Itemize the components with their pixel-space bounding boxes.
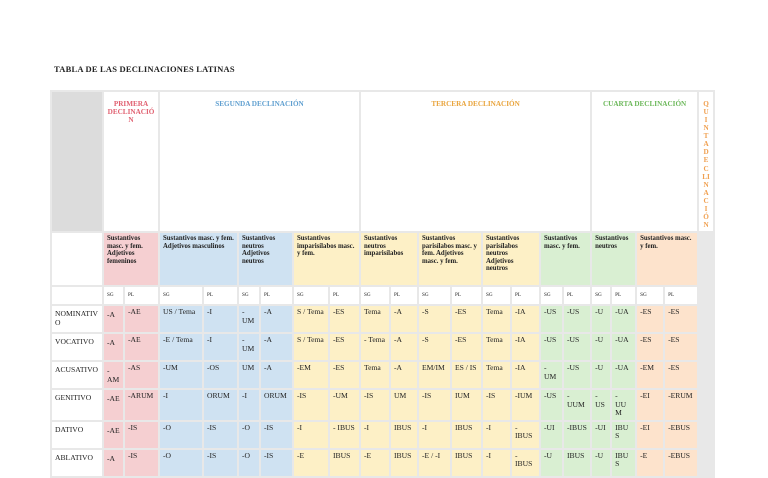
ending-cell: -S (419, 334, 450, 360)
pl-label: PL (125, 287, 158, 304)
group-header: Sustantivos masc. y fem. (541, 233, 590, 285)
ending-cell: -IA (512, 306, 539, 332)
ending-cell: -ES (452, 306, 481, 332)
ending-cell: ES / IS (452, 362, 481, 388)
number-header-row (52, 287, 713, 304)
ending-cell: -E / -I (419, 450, 450, 476)
ending-cell: -US (541, 306, 562, 332)
case-row (52, 450, 713, 476)
ending-cell: -IS (125, 422, 158, 448)
page-title: TABLA DE LAS DECLINACIONES LATINAS (54, 64, 235, 74)
ending-cell: -A (261, 362, 292, 388)
ending-cell: -A (391, 334, 417, 360)
declension-header: CUARTA DECLINACIÓN (592, 92, 697, 231)
ending-cell: IBUS (391, 422, 417, 448)
ending-cell: IBUS (452, 422, 481, 448)
case-label: VOCATIVO (52, 334, 102, 360)
ending-cell: IBUS (612, 422, 635, 448)
group-header: Sustantivos parisílabos masc. y fem. Adjetivos masc. y fem. (419, 233, 481, 285)
ending-cell: - IBUS (330, 422, 359, 448)
ending-cell: -U (592, 362, 610, 388)
ending-cell: -O (160, 450, 202, 476)
sg-label: SG (239, 287, 259, 304)
ending-cell: -AE (104, 422, 123, 448)
ending-cell: -U (592, 306, 610, 332)
ending-cell: Tema (483, 362, 510, 388)
ending-cell: -I (419, 422, 450, 448)
ending-cell: -ES (665, 334, 697, 360)
ending-cell: -ES (330, 334, 359, 360)
ending-cell: -ARUM (125, 390, 158, 420)
ending-cell: -A (261, 306, 292, 332)
ending-cell: -UM (160, 362, 202, 388)
case-row (52, 390, 713, 420)
ending-cell: -UM (330, 390, 359, 420)
sg-label: SG (483, 287, 510, 304)
group-header: Sustantivos neutros Adjetivos neutros (239, 233, 292, 285)
ending-cell: -IS (204, 422, 237, 448)
pl-label: PL (665, 287, 697, 304)
ending-cell: -I (160, 390, 202, 420)
case-row (52, 306, 713, 332)
ending-cell: -ES (330, 306, 359, 332)
case-label: NOMINATIVO (52, 306, 102, 332)
ending-cell: -EBUS (665, 450, 697, 476)
ending-cell: - UUM (612, 390, 635, 420)
ending-cell: -A (104, 306, 123, 332)
ending-cell: IBUS (564, 450, 590, 476)
pl-label: PL (612, 287, 635, 304)
ending-cell: -UA (612, 362, 635, 388)
declension-table (50, 90, 715, 478)
ending-cell: -OS (204, 362, 237, 388)
group-header-row (52, 233, 713, 285)
ending-cell: Tema (361, 362, 389, 388)
ending-cell: UM (239, 362, 259, 388)
pl-label: PL (452, 287, 481, 304)
pl-label: PL (512, 287, 539, 304)
group-header: Sustantivos neutros (592, 233, 635, 285)
ending-cell: -US (564, 362, 590, 388)
case-label: ABLATIVO (52, 450, 102, 476)
ending-cell: -I (294, 422, 328, 448)
ending-cell: - UM (239, 334, 259, 360)
declension-header: TERCERA DECLINACIÓN (361, 92, 590, 231)
ending-cell: -AS (125, 362, 158, 388)
case-label: ACUSATIVO (52, 362, 102, 388)
ending-cell: S / Tema (294, 306, 328, 332)
ending-cell: -US (541, 390, 562, 420)
ending-cell: -AE (104, 390, 123, 420)
ending-cell: -A (391, 306, 417, 332)
ending-cell: -IS (261, 422, 292, 448)
ending-cell: - IBUS (512, 450, 539, 476)
ending-cell: -O (160, 422, 202, 448)
group-header: Sustantivos imparisílabos masc. y fem. (294, 233, 359, 285)
ending-cell: -I (239, 390, 259, 420)
case-label: DATIVO (52, 422, 102, 448)
declension-header: SEGUNDA DECLINACIÓN (160, 92, 359, 231)
ending-cell: -ES (452, 334, 481, 360)
pl-label: PL (261, 287, 292, 304)
pl-label: PL (564, 287, 590, 304)
declension-header-row (52, 92, 713, 231)
sg-label: SG (419, 287, 450, 304)
ending-cell: IBUS (452, 450, 481, 476)
ending-cell: - UM (239, 306, 259, 332)
ending-cell: -IA (512, 334, 539, 360)
ending-cell: - UUM (564, 390, 590, 420)
ending-cell: -ES (637, 334, 663, 360)
sg-label: SG (361, 287, 389, 304)
case-row (52, 362, 713, 388)
sg-label: SG (160, 287, 202, 304)
ending-cell: -IS (125, 450, 158, 476)
sg-label: SG (294, 287, 328, 304)
ending-cell: -IS (361, 390, 389, 420)
ending-cell: UM (391, 390, 417, 420)
declension-header: PRIMERA DECLINACIÓN (104, 92, 158, 231)
ending-cell: -IBUS (564, 422, 590, 448)
ending-cell: -E (637, 450, 663, 476)
ending-cell: Tema (483, 334, 510, 360)
ending-cell: ORUM (204, 390, 237, 420)
group-header: Sustantivos masc. y fem. Adjetivos femeninos (104, 233, 158, 285)
group-header: Sustantivos masc. y fem. (637, 233, 697, 285)
ending-cell: -O (239, 422, 259, 448)
ending-cell: -IS (204, 450, 237, 476)
declension-header: QUINTA DECLINACIÓN (699, 92, 713, 231)
ending-cell: -UI (592, 422, 610, 448)
sg-label: SG (637, 287, 663, 304)
ending-cell: Tema (483, 306, 510, 332)
ending-cell: IUM (452, 390, 481, 420)
ending-cell: -EM (294, 362, 328, 388)
ending-cell: -US (564, 334, 590, 360)
ending-cell: -US (564, 306, 590, 332)
ending-cell: -EBUS (665, 422, 697, 448)
ending-cell: -A (391, 362, 417, 388)
blank-cell (52, 287, 102, 304)
ending-cell: IBUS (391, 450, 417, 476)
ending-cell: - Tema (361, 334, 389, 360)
ending-cell: -ES (665, 306, 697, 332)
ending-cell: S / Tema (294, 334, 328, 360)
ending-cell: -I (361, 422, 389, 448)
ending-cell: -IA (512, 362, 539, 388)
ending-cell: EM/IM (419, 362, 450, 388)
ending-cell: -US (541, 334, 562, 360)
ending-cell: -UA (612, 306, 635, 332)
ending-cell: IBUS (612, 450, 635, 476)
ending-cell: -U (592, 334, 610, 360)
ending-cell: -I (483, 450, 510, 476)
ending-cell: -IUM (512, 390, 539, 420)
ending-cell: -ES (637, 306, 663, 332)
pl-label: PL (391, 287, 417, 304)
pl-label: PL (204, 287, 237, 304)
ending-cell: -A (261, 334, 292, 360)
pl-label: PL (330, 287, 359, 304)
ending-cell: IBUS (330, 450, 359, 476)
ending-cell: -EM (637, 362, 663, 388)
ending-cell: -S (419, 306, 450, 332)
group-header: Sustantivos neutros imparisílabos (361, 233, 417, 285)
ending-cell: -IS (261, 450, 292, 476)
ending-cell: -I (204, 306, 237, 332)
blank-cell (52, 233, 102, 285)
ending-cell: -ERUM (665, 390, 697, 420)
case-row (52, 334, 713, 360)
corner-cell (52, 92, 102, 231)
ending-cell: -UI (541, 422, 562, 448)
ending-cell: - UM (541, 362, 562, 388)
ending-cell: -U (592, 450, 610, 476)
ending-cell: -UA (612, 334, 635, 360)
group-header: Sustantivos masc. y fem. Adjetivos masculinos (160, 233, 237, 285)
ending-cell: -IS (294, 390, 328, 420)
sg-label: SG (541, 287, 562, 304)
ending-cell: -AM (104, 362, 123, 388)
ending-cell: ORUM (261, 390, 292, 420)
sg-label: SG (104, 287, 123, 304)
ending-cell: -E (294, 450, 328, 476)
ending-cell: -ES (665, 362, 697, 388)
ending-cell: Tema (361, 306, 389, 332)
ending-cell: -I (204, 334, 237, 360)
ending-cell: -A (104, 334, 123, 360)
ending-cell: -IS (419, 390, 450, 420)
ending-cell: -U (541, 450, 562, 476)
ending-cell: -I (483, 422, 510, 448)
ending-cell: -AE (125, 334, 158, 360)
ending-cell: -E / Tema (160, 334, 202, 360)
ending-cell: -O (239, 450, 259, 476)
case-row (52, 422, 713, 448)
case-label: GENITIVO (52, 390, 102, 420)
ending-cell: -ES (330, 362, 359, 388)
group-header: Sustantivos parisílabos neutros Adjetivos neutros (483, 233, 539, 285)
ending-cell: -EI (637, 390, 663, 420)
ending-cell: US / Tema (160, 306, 202, 332)
ending-cell: -IS (483, 390, 510, 420)
ending-cell: -E (361, 450, 389, 476)
ending-cell: - US (592, 390, 610, 420)
ending-cell: -AE (125, 306, 158, 332)
ending-cell: -A (104, 450, 123, 476)
sg-label: SG (592, 287, 610, 304)
ending-cell: -EI (637, 422, 663, 448)
ending-cell: - IBUS (512, 422, 539, 448)
